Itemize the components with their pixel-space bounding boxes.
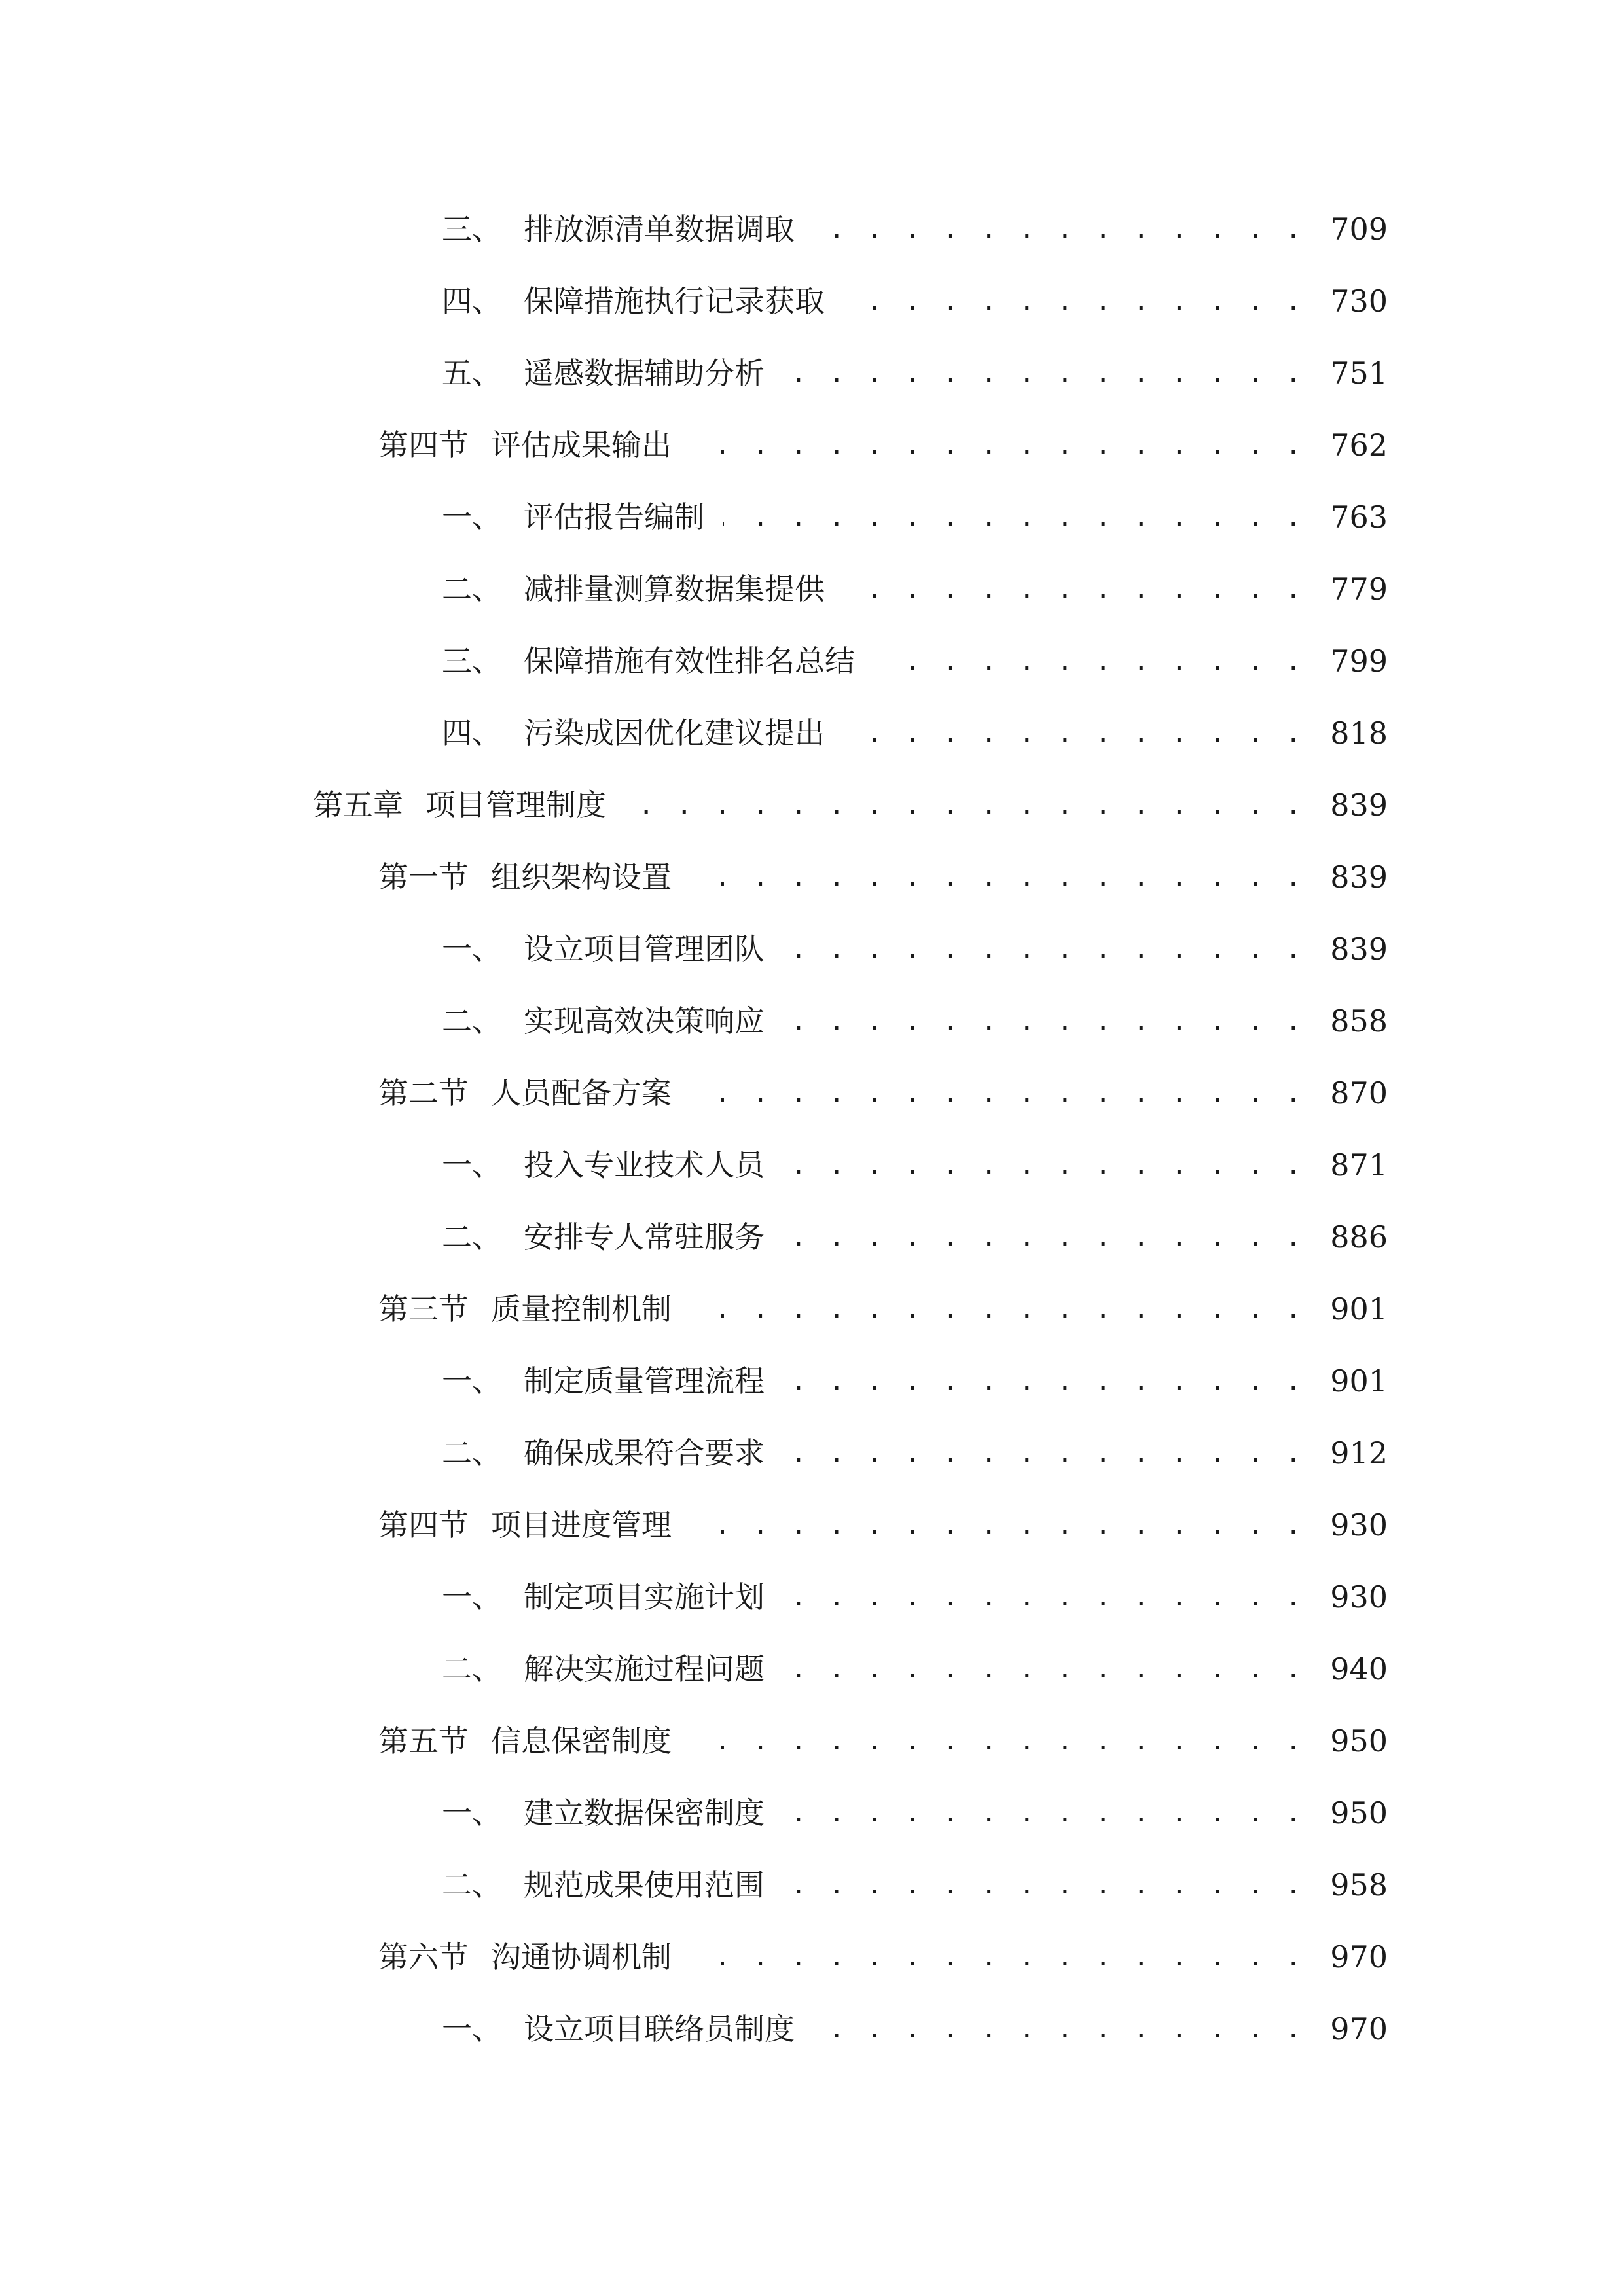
toc-entry-number: 一、	[442, 499, 502, 535]
toc-entry[interactable]	[0, 203, 1624, 255]
toc-dot-leader	[821, 2003, 1305, 2055]
toc-entry-page: 818	[1330, 715, 1388, 751]
toc-entry-number: 一、	[442, 2011, 502, 2047]
toc-dot-leader	[854, 707, 1305, 759]
toc-entry-number: 第四节	[378, 1507, 469, 1543]
toc-dot-leader	[694, 1715, 1305, 1767]
toc-dot-leader	[789, 1787, 1305, 1839]
toc-entry-title: 实现高效决策响应	[524, 1003, 765, 1039]
toc-dot-leader	[789, 347, 1305, 399]
toc-dot-leader	[789, 1355, 1305, 1407]
toc-entry-page: 930	[1330, 1507, 1388, 1543]
toc-dot-leader	[694, 1283, 1305, 1335]
toc-entry-title: 保障措施有效性排名总结	[524, 643, 855, 679]
toc-entry[interactable]	[0, 1931, 1624, 1983]
toc-entry-page: 970	[1330, 2011, 1388, 2047]
toc-entry[interactable]	[0, 1067, 1624, 1119]
toc-entry-number: 二、	[442, 1435, 502, 1471]
toc-entry[interactable]	[0, 995, 1624, 1047]
toc-entry-page: 930	[1330, 1579, 1388, 1615]
toc-entry-number: 二、	[442, 1867, 502, 1903]
toc-entry[interactable]	[0, 1355, 1624, 1407]
toc-entry-title: 投入专业技术人员	[524, 1147, 765, 1183]
toc-entry-page: 912	[1330, 1435, 1388, 1471]
toc-entry-page: 763	[1330, 499, 1388, 535]
toc-entry-number: 四、	[442, 283, 502, 319]
toc-dot-leader	[887, 635, 1305, 687]
toc-entry[interactable]	[0, 347, 1624, 399]
toc-entry-page: 970	[1330, 1939, 1388, 1975]
toc-entry-page: 799	[1330, 643, 1388, 679]
toc-entry[interactable]	[0, 635, 1624, 687]
toc-entry-title: 制定质量管理流程	[524, 1363, 765, 1399]
toc-entry-page: 950	[1330, 1723, 1388, 1759]
toc-entry-title: 污染成因优化建议提出	[524, 715, 825, 751]
toc-entry-number: 一、	[442, 1579, 502, 1615]
toc-entry-page: 940	[1330, 1651, 1388, 1687]
toc-entry-number: 一、	[442, 931, 502, 967]
toc-dot-leader	[789, 1427, 1305, 1479]
toc-entry-title: 设立项目联络员制度	[524, 2011, 795, 2047]
toc-entry-number: 第五节	[378, 1723, 469, 1759]
toc-dot-leader	[789, 1211, 1305, 1263]
toc-entry-number: 第一节	[378, 859, 469, 895]
toc-entry-title: 信息保密制度	[491, 1723, 672, 1759]
toc-entry-number: 三、	[442, 643, 502, 679]
toc-entry[interactable]	[0, 851, 1624, 903]
toc-entry[interactable]	[0, 1283, 1624, 1335]
toc-entry-page: 958	[1330, 1867, 1388, 1903]
toc-entry-title: 项目进度管理	[491, 1507, 672, 1543]
toc-dot-leader	[854, 563, 1305, 615]
toc-dot-leader	[694, 1931, 1305, 1983]
toc-entry-number: 五、	[442, 355, 502, 391]
toc-entry[interactable]	[0, 1499, 1624, 1551]
toc-entry-number: 四、	[442, 715, 502, 751]
toc-dot-leader	[694, 1067, 1305, 1119]
toc-dot-leader	[694, 851, 1305, 903]
toc-entry-title: 规范成果使用范围	[524, 1867, 765, 1903]
toc-entry-page: 779	[1330, 571, 1388, 607]
toc-entry-page: 839	[1330, 931, 1388, 967]
toc-entry-title: 质量控制机制	[491, 1291, 672, 1327]
toc-dot-leader	[789, 1643, 1305, 1695]
toc-entry-number: 一、	[442, 1147, 502, 1183]
toc-entry-title: 确保成果符合要求	[524, 1435, 765, 1471]
toc-entry-title: 减排量测算数据集提供	[524, 571, 825, 607]
toc-entry-title: 评估成果输出	[491, 427, 672, 463]
toc-entry[interactable]	[0, 1571, 1624, 1623]
toc-entry-title: 制定项目实施计划	[524, 1579, 765, 1615]
toc-entry[interactable]	[0, 1859, 1624, 1911]
toc-entry-number: 二、	[442, 1003, 502, 1039]
toc-entry-title: 解决实施过程问题	[524, 1651, 765, 1687]
toc-entry[interactable]	[0, 1211, 1624, 1263]
toc-entry[interactable]	[0, 563, 1624, 615]
toc-entry-page: 839	[1330, 859, 1388, 895]
toc-entry-page: 901	[1330, 1363, 1388, 1399]
toc-entry-page: 730	[1330, 283, 1388, 319]
toc-entry-number: 第五章	[313, 787, 403, 823]
toc-entry-page: 871	[1330, 1147, 1388, 1183]
toc-dot-leader	[821, 203, 1305, 255]
toc-entry-page: 870	[1330, 1075, 1388, 1111]
toc-entry[interactable]	[0, 1787, 1624, 1839]
toc-entry-number: 第二节	[378, 1075, 469, 1111]
toc-entry-number: 第四节	[378, 427, 469, 463]
toc-entry[interactable]	[0, 1139, 1624, 1191]
toc-dot-leader	[789, 1139, 1305, 1191]
toc-entry-title: 安排专人常驻服务	[524, 1219, 765, 1255]
toc-entry-title: 遥感数据辅助分析	[524, 355, 765, 391]
toc-dot-leader	[789, 923, 1305, 975]
toc-entry-page: 751	[1330, 355, 1388, 391]
toc-entry-title: 保障措施执行记录获取	[524, 283, 825, 319]
toc-dot-leader	[854, 275, 1305, 327]
toc-entry-page: 950	[1330, 1795, 1388, 1831]
toc-entry-title: 沟通协调机制	[491, 1939, 672, 1975]
toc-entry[interactable]	[0, 419, 1624, 471]
toc-entry[interactable]	[0, 2003, 1624, 2055]
toc-entry-title: 设立项目管理团队	[524, 931, 765, 967]
toc-entry-title: 人员配备方案	[491, 1075, 672, 1111]
toc-entry-page: 762	[1330, 427, 1388, 463]
toc-entry-page: 839	[1330, 787, 1388, 823]
toc-entry-number: 第三节	[378, 1291, 469, 1327]
toc-dot-leader	[723, 491, 1305, 543]
toc-entry[interactable]	[0, 1427, 1624, 1479]
toc-entry[interactable]	[0, 779, 1624, 831]
toc-entry-page: 886	[1330, 1219, 1388, 1255]
toc-entry-page: 858	[1330, 1003, 1388, 1039]
toc-dot-leader	[694, 419, 1305, 471]
toc-dot-leader	[694, 1499, 1305, 1551]
toc-entry-title: 组织架构设置	[491, 859, 672, 895]
toc-entry-page: 709	[1330, 211, 1388, 247]
toc-entry[interactable]	[0, 707, 1624, 759]
toc-entry-title: 建立数据保密制度	[524, 1795, 765, 1831]
toc-entry-number: 三、	[442, 211, 502, 247]
toc-entry-number: 一、	[442, 1363, 502, 1399]
toc-dot-leader	[789, 1859, 1305, 1911]
toc-entry-title: 项目管理制度	[425, 787, 606, 823]
toc-entry[interactable]	[0, 1715, 1624, 1767]
toc-entry-number: 一、	[442, 1795, 502, 1831]
toc-entry-number: 二、	[442, 1219, 502, 1255]
toc-entry-title: 评估报告编制	[524, 499, 704, 535]
toc-dot-leader	[628, 779, 1305, 831]
toc-entry-number: 第六节	[378, 1939, 469, 1975]
toc-entry[interactable]	[0, 1643, 1624, 1695]
toc-entry[interactable]	[0, 491, 1624, 543]
toc-dot-leader	[789, 995, 1305, 1047]
toc-entry-title: 排放源清单数据调取	[524, 211, 795, 247]
toc-dot-leader	[789, 1571, 1305, 1623]
toc-entry-number: 二、	[442, 1651, 502, 1687]
toc-entry[interactable]	[0, 923, 1624, 975]
toc-entry-page: 901	[1330, 1291, 1388, 1327]
toc-entry[interactable]	[0, 275, 1624, 327]
toc-entry-number: 二、	[442, 571, 502, 607]
